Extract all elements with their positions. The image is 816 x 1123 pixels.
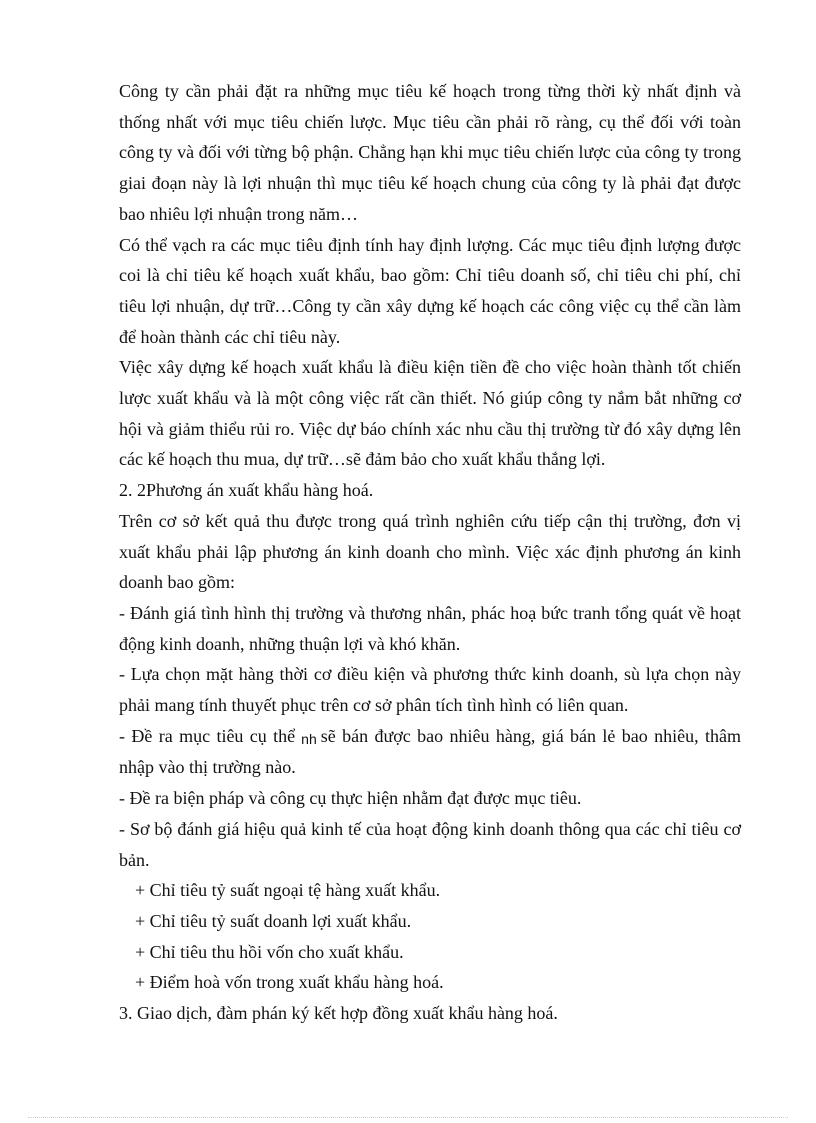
list-item-market-assessment: - Đánh giá tình hình thị trường và thương nhân, phác hoạ bức tranh tổng quát về hoạt động kinh doanh, những thuận lợi và khó khăn. [119, 602, 741, 654]
list-item-efficiency-assessment: - Sơ bộ đánh giá hiệu quả kinh tế của hoạt động kinh doanh thông qua các chỉ tiêu cơ bản. [119, 818, 741, 870]
paragraph-plan-objectives: Công ty cần phải đặt ra những mục tiêu kế hoạch trong từng thời kỳ nhất định và thống nhất với mục tiêu chiến lược. Mục tiêu cần phải rõ ràng, cụ thể đối với toàn công ty và đối với từng bộ phận. Chẳng hạn khi mục tiêu chiến lược của công ty trong giai đoạn này là lợi nhuận thì mục tiêu kế hoạch chung của công ty là phải đạt được bao nhiêu lợi nhuận trong năm… [119, 81, 741, 224]
list-item-measures: - Đề ra biện pháp và công cụ thực hiện nhằm đạt được mục tiêu. [119, 788, 582, 809]
paragraph-business-plan: Trên cơ sở kết quả thu được trong quá trình nghiên cứu tiếp cận thị trường, đơn vị xuất khẩu phải lập phương án kinh doanh cho mình. Việc xác định phương án kinh doanh bao gồm: [119, 510, 741, 593]
document-body [119, 76, 741, 1029]
inline-nh-fragment: nh [301, 730, 317, 747]
list-item-set-objectives-start: - Đề ra mục tiêu cụ thể [119, 725, 296, 746]
section-heading-3: 3. Giao dịch, đàm phán ký kết hợp đồng xuất khẩu hàng hoá. [119, 1003, 558, 1024]
paragraph-qualitative-quantitative: Có thể vạch ra các mục tiêu định tính hay định lượng. Các mục tiêu định lượng được coi là chỉ tiêu kế hoạch xuất khẩu, bao gồm: Chỉ tiêu doanh số, chỉ tiêu chi phí, chỉ tiêu lợi nhuận, dự trữ…Công ty cần xây dựng kế hoạch các công việc cụ thể cần làm để hoàn thành các chỉ tiêu này. [119, 234, 741, 347]
list-item-product-selection: - Lựa chọn mặt hàng thời cơ điều kiện và phương thức kinh doanh, sù lựa chọn này phải mang tính thuyết phục trên cơ sở phân tích tình hình có liên quan. [119, 664, 741, 716]
list-item-set-objectives-end: sẽ bán được bao nhiêu hàng, giá bán lẻ bao nhiêu, thâm nhập vào thị trường nào. [119, 725, 742, 778]
sub-item-capital-recovery: + Chỉ tiêu thu hồi vốn cho xuất khẩu. [135, 941, 404, 962]
sub-item-break-even-point: + Điểm hoà vốn trong xuất khẩu hàng hoá. [135, 972, 444, 993]
list-item-set-objectives [119, 721, 741, 783]
section-heading-2-2: 2. 2Phương án xuất khẩu hàng hoá. [119, 480, 374, 501]
page-bottom-divider [28, 1117, 788, 1118]
sub-item-foreign-currency-ratio: + Chỉ tiêu tỷ suất ngoại tệ hàng xuất khẩu. [135, 880, 441, 901]
paragraph-export-planning: Việc xây dựng kế hoạch xuất khẩu là điều kiện tiền đề cho việc hoàn thành tốt chiến lược xuất khẩu và là một công việc rất cần thiết. Nó giúp công ty nắm bắt những cơ hội và giảm thiểu rủi ro. Việc dự báo chính xác nhu cầu thị trường từ đó xây dựng lên các kế hoạch thu mua, dự trữ…sẽ đảm bảo cho xuất khẩu thắng lợi. [119, 357, 741, 470]
sub-item-profitability-ratio: + Chỉ tiêu tỷ suất doanh lợi xuất khẩu. [135, 910, 412, 931]
